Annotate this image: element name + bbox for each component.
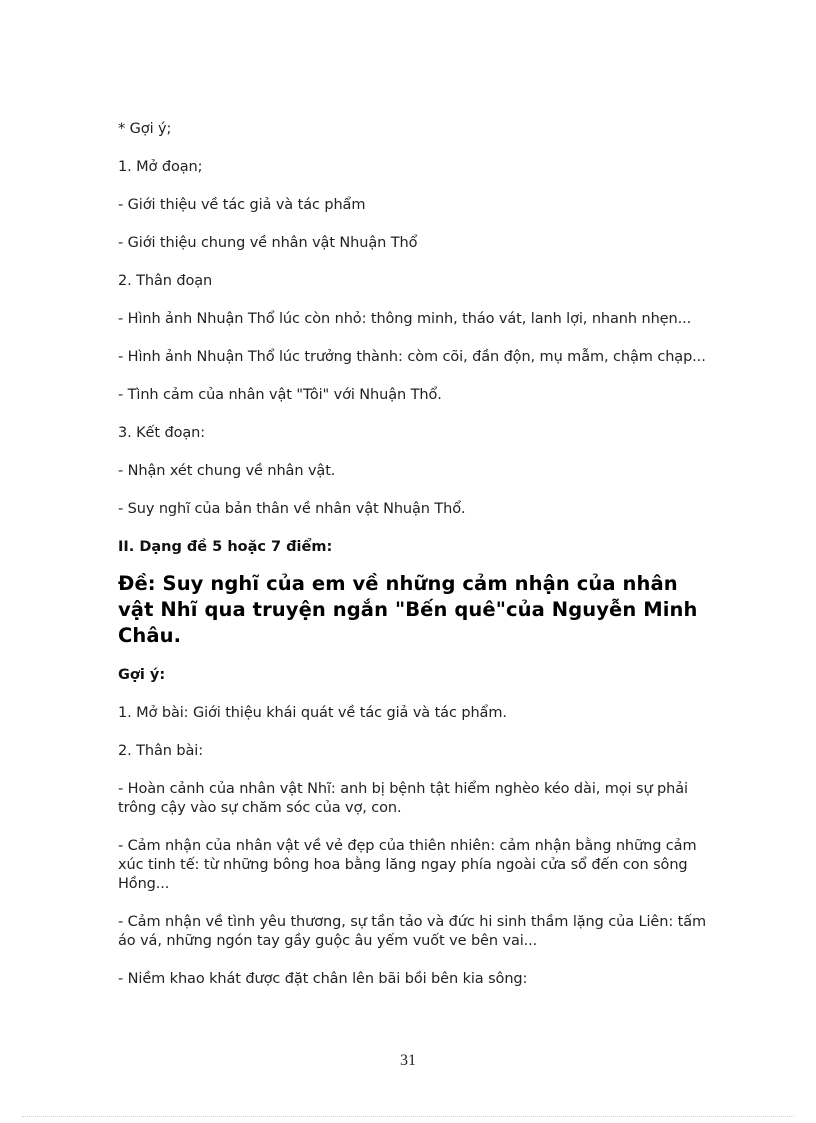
section-title: II. Dạng đề 5 hoặc 7 điểm: — [118, 539, 333, 555]
intro-heading: 1. Mở bài: Giới thiệu khái quát về tác giả và tác phẩm. — [118, 705, 507, 721]
list-item: - Hình ảnh Nhuận Thổ lúc còn nhỏ: thông minh, tháo vát, lanh lợi, nhanh nhẹn... — [118, 311, 692, 327]
intro-heading: 1. Mở đoạn; — [118, 159, 203, 175]
list-item: - Suy nghĩ của bản thân về nhân vật Nhuận Thổ. — [118, 501, 466, 517]
list-item: - Cảm nhận về tình yêu thương, sự tần tảo và đức hi sinh thầm lặng của Liên: tấm áo vá, những ngón tay gầy guộc âu yếm vuốt ve bên vai... — [118, 914, 707, 949]
page-body — [118, 120, 708, 1008]
list-item: - Giới thiệu chung về nhân vật Nhuận Thổ — [118, 235, 418, 251]
body-heading: 2. Thân đoạn — [118, 273, 213, 289]
list-item: - Hoàn cảnh của nhân vật Nhĩ: anh bị bệnh tật hiểm nghèo kéo dài, mọi sự phải trông cậy vào sự chăm sóc của vợ, con. — [118, 781, 688, 816]
list-item: - Cảm nhận của nhân vật về vẻ đẹp của thiên nhiên: cảm nhận bằng những cảm xúc tinh tế: từ những bông hoa bằng lăng ngay phía ngoài cửa sổ đến con sông Hồng... — [118, 838, 697, 892]
hint-label-bold: Gợi ý: — [118, 667, 166, 683]
list-item: - Niềm khao khát được đặt chân lên bãi bồi bên kia sông: — [118, 971, 528, 987]
exercise-prompt: Đề: Suy nghĩ của em về những cảm nhận của nhân vật Nhĩ qua truyện ngắn "Bến quê"của Nguyễn Minh Châu. — [118, 572, 698, 647]
list-item: - Nhận xét chung về nhân vật. — [118, 463, 336, 479]
footer-divider — [22, 1116, 794, 1117]
conclusion-heading: 3. Kết đoạn: — [118, 425, 206, 441]
body-heading: 2. Thân bài: — [118, 743, 203, 759]
list-item: - Giới thiệu về tác giả và tác phẩm — [118, 197, 366, 213]
hint-label: * Gợi ý; — [118, 121, 172, 137]
page-number: 31 — [400, 1052, 416, 1069]
list-item: - Tình cảm của nhân vật "Tôi" với Nhuận Thổ. — [118, 387, 442, 403]
list-item: - Hình ảnh Nhuận Thổ lúc trưởng thành: còm cõi, đần độn, mụ mẫm, chậm chạp... — [118, 349, 706, 365]
